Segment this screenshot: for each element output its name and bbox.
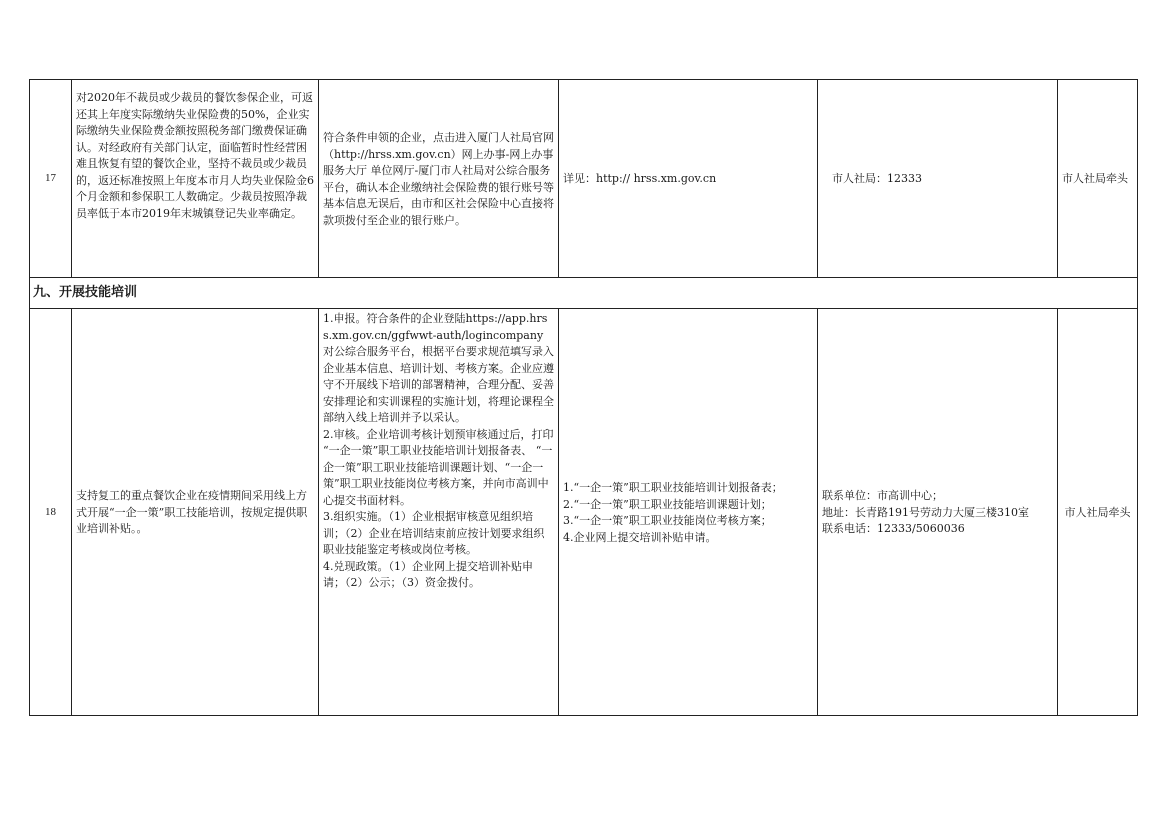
section-heading: 九、开展技能培训 (30, 278, 1138, 309)
lead-text: 市人社局牵头 (1062, 172, 1128, 186)
contact-cell (818, 309, 1058, 716)
table-row (30, 80, 1138, 278)
contact-cell (818, 80, 1058, 278)
section-row (30, 278, 1138, 309)
lead-cell (1058, 309, 1138, 716)
policy-table (29, 79, 1138, 716)
process-cell (319, 80, 559, 278)
process-step: 4.兑现政策。（1）企业网上提交培训补贴申请；（2）公示；（3）资金拨付。 (323, 559, 533, 589)
materials-cell (559, 309, 818, 716)
contact-line: 联系单位：市高训中心； (822, 489, 943, 503)
materials-item: 2.“一企一策”职工职业技能培训课题计划； (563, 497, 772, 511)
materials-cell (559, 80, 818, 278)
process-step: 2.审核。企业培训考核计划预审核通过后，打印 “一企一策”职工职业技能培训计划报备表、 “一企一策”职工职业技能培训课题计划、“一企一策”职工职业技能岗位考核方案，并向市高训中心提交书面材料。 (323, 427, 554, 507)
process-text: 符合条件申领的企业，点击进入厦门人社局官网（http://hrss.xm.gov.cn）网上办事-网上办事服务大厅 单位网厅-厦门市人社局对公综合服务平台，确认本企业缴纳社会保险费的银行账号等基本信息无误后，由市和区社会保险中心直接将款项拨付至企业的银行账户。 (323, 131, 554, 227)
table-row (30, 309, 1138, 716)
process-step: 1.申报。符合条件的企业登陆https://app.hrss.xm.gov.cn/ggfwwt-auth/logincompany对公综合服务平台，根据平台要求规范填写录入企业基本信息、培训计划、考核方案。企业应遵守不开展线下培训的部署精神，合理分配、妥善安排理论和实训课程的实施计划，将理论课程全部纳入线上培训并予以采认。 (323, 312, 554, 424)
materials-text: 详见：http:// hrss.xm.gov.cn (563, 172, 717, 186)
row-number: 18 (30, 309, 72, 716)
contact-line: 联系电话：12333/5060036 (822, 522, 965, 536)
contact-line: 地址：长青路191号劳动力大厦三楼310室 (822, 505, 1029, 519)
process-cell (319, 309, 559, 716)
row-number: 17 (30, 80, 72, 278)
materials-item: 1.“一企一策”职工职业技能培训计划报备表； (563, 481, 783, 494)
materials-item: 4.企业网上提交培训补贴申请。 (563, 530, 717, 544)
policy-cell (72, 309, 319, 716)
contact-text: 市人社局：12333 (832, 172, 922, 186)
lead-cell (1058, 80, 1138, 278)
policy-cell (72, 80, 319, 278)
process-step: 3.组织实施。（1）企业根据审核意见组织培训；（2）企业在培训结束前应按计划要求组织职业技能鉴定考核或岗位考核。 (323, 510, 545, 556)
policy-text: 对2020年不裁员或少裁员的餐饮参保企业，可返还其上年度实际缴纳失业保险费的50%，企业实际缴纳失业保险费金额按照税务部门缴费保证确认。对经政府有关部门认定，面临暂时性经营困难且恢复有望的餐饮企业，坚持不裁员或少裁员的，返还标准按照上年度本市月人均失业保险金6个月金额和参保职工人数确定。少裁员按照净裁员率低于本市2019年末城镇登记失业率确定。 (76, 91, 314, 220)
materials-item: 3.“一企一策”职工职业技能岗位考核方案； (563, 514, 772, 527)
policy-text: 支持复工的重点餐饮企业在疫情期间采用线上方式开展“一企一策”职工技能培训，按规定提供职业培训补贴。。 (76, 489, 308, 536)
lead-text: 市人社局牵头 (1064, 505, 1131, 519)
